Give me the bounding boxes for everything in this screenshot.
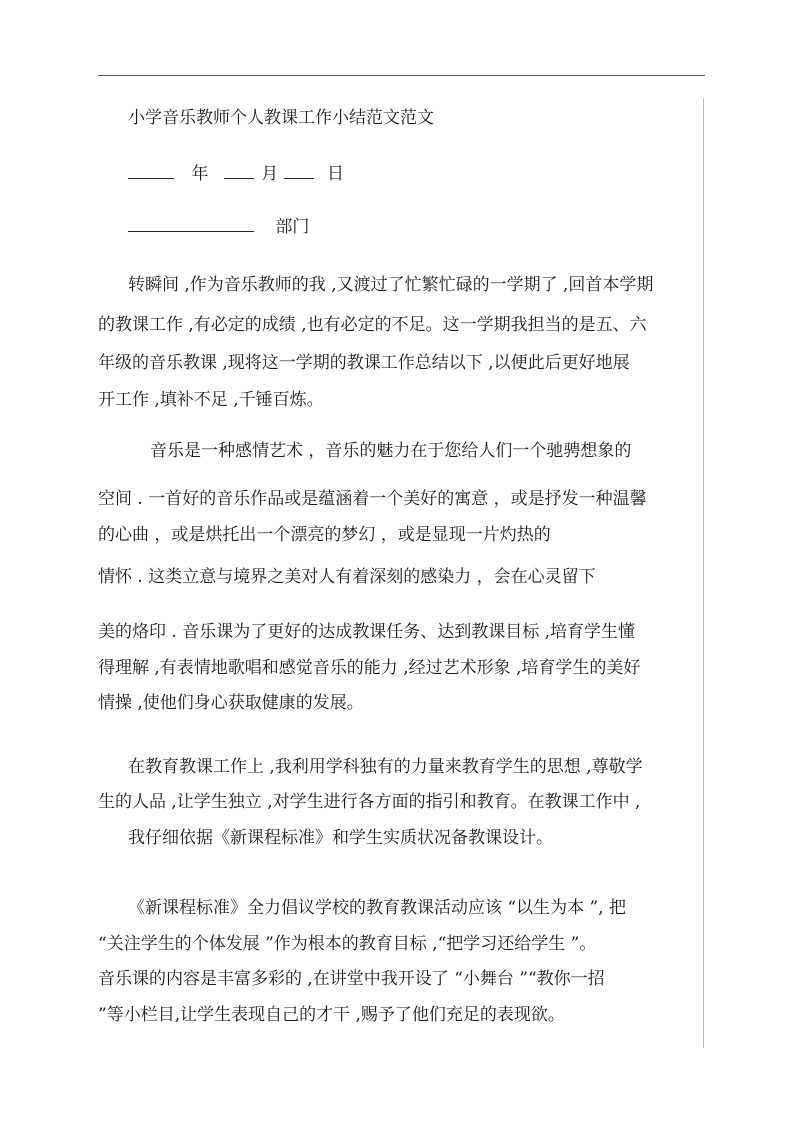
text-line: 转瞬间 ,作为音乐教师的我 ,又渡过了忙繁忙碌的一学期了 ,回首本学期 [128,275,654,295]
department-line [128,213,309,237]
day-blank [284,160,314,179]
year-blank [128,160,174,179]
text-line: 情怀 . 这类立意与境界之美对人有着深刻的感染力 ，会在心灵留下 [98,567,596,587]
text-line: 情操 ,使他们身心获取健康的发展。 [98,693,364,713]
text-line: 开工作 ,填补不足 ,千锤百炼。 [98,390,324,410]
text-line: 音乐课的内容是丰富多彩的 ,在讲堂中我开设了 “小舞台 ”“教你一招 [98,969,605,989]
header-rule [98,75,705,76]
text-line: “关注学生的个体发展 ”作为根本的教育目标 ,“把学习还给学生 ”。 [98,934,597,954]
text-line: 的教课工作 ,有必定的成绩 ,也有必定的不足。这一学期我担当的是五、六 [98,315,647,335]
day-label: 日 [327,164,345,184]
text-line: 生的人品 ,让学生独立 ,对学生进行各方面的指引和教育。在教课工作中 , [98,792,641,812]
date-line [128,160,344,184]
text-line: 空间 . 一首好的音乐作品或是蕴涵着一个美好的寓意 ，或是抒发一种温馨 [98,489,647,509]
margin-rule [703,98,704,1048]
department-blank [128,213,254,232]
month-label: 月 [261,164,279,184]
text-line: 音乐是一种感情艺术 ，音乐的魅力在于您给人们一个驰骋想象的 [150,441,632,461]
text-line: ”等小栏目,让学生表现自己的才干 ,赐予了他们充足的表现欲。 [98,1005,565,1025]
text-line: 得理解 ,有表情地歌唱和感觉音乐的能力 ,经过艺术形象 ,培育学生的美好 [98,658,641,678]
year-label: 年 [191,164,209,184]
document-title: 小学音乐教师个人教课工作小结范文范文 [128,108,434,128]
text-line: 美的烙印 . 音乐课为了更好的达成教课任务、达到教课目标 ,培育学生懂 [98,622,636,642]
text-line: 在教育教课工作上 ,我利用学科独有的力量来教育学生的思想 ,尊敬学 [128,757,643,777]
text-line: 年级的音乐教课 ,现将这一学期的教课工作总结以下 ,以便此后更好地展 [98,353,630,373]
department-label: 部门 [275,217,310,237]
text-line: 我仔细依据《新课程标准》和学生实质状况备教课设计。 [128,828,553,848]
text-line: 的心曲 ，或是烘托出一个漂亮的梦幻 ，或是显现一片灼热的 [98,525,551,545]
month-blank [224,160,254,179]
text-line: 《新课程标准》全力倡议学校的教育教课活动应该 “以生为本 ”, 把 [128,898,626,918]
